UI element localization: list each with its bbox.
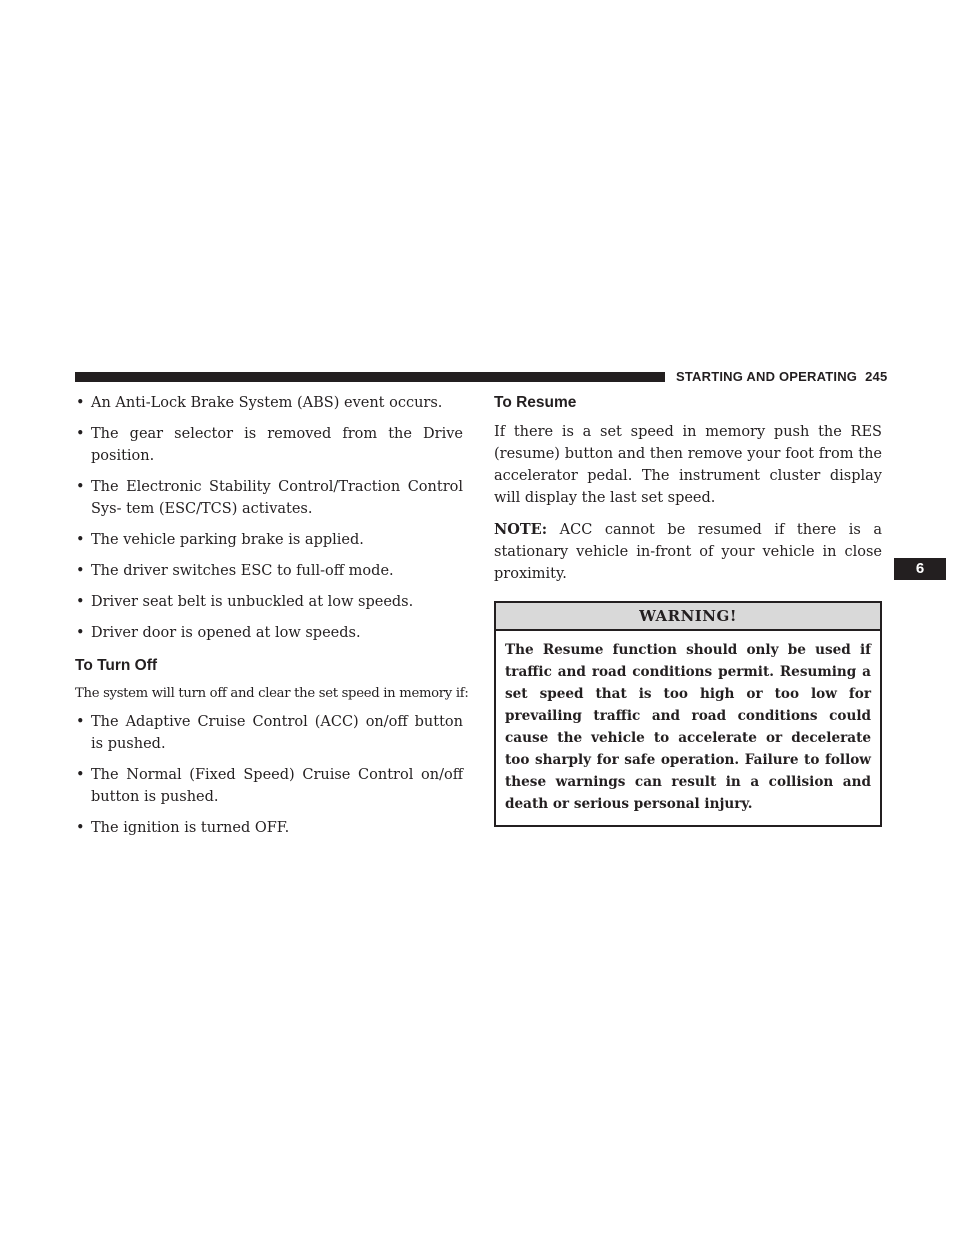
bullet-icon: •: [76, 594, 85, 610]
bullet-icon: •: [76, 532, 85, 548]
note-paragraph: [494, 519, 882, 585]
deactivation-conditions-list: [75, 392, 463, 644]
resume-paragraph: If there is a set speed in memory push the RES (resume) button and then remove your foot from the accelerator pedal. The instrument cluster display will display the last set speed.: [494, 424, 882, 506]
note-text: ACC cannot be resumed if there is a stationary vehicle in-front of your vehicle in close proximity.: [494, 522, 882, 582]
list-item: • The driver switches ESC to full-off mode.: [75, 560, 463, 582]
bullet-icon: •: [76, 395, 85, 411]
bullet-icon: •: [76, 714, 85, 730]
header-rule: [75, 372, 665, 382]
bullet-icon: •: [76, 820, 85, 836]
list-item: • The vehicle parking brake is applied.: [75, 529, 463, 551]
list-item: • Driver seat belt is unbuckled at low speeds.: [75, 591, 463, 613]
turn-off-conditions-list: [75, 711, 463, 839]
list-item: • The Electronic Stability Control/Traction Control Sys- tem (ESC/TCS) activates.: [75, 476, 463, 520]
list-item: • The Adaptive Cruise Control (ACC) on/off button is pushed.: [75, 711, 463, 755]
turn-off-intro: The system will turn off and clear the set speed in memory if:: [75, 686, 469, 701]
bullet-icon: •: [76, 563, 85, 579]
section-title: STARTING AND OPERATING: [676, 369, 858, 384]
warning-box: [494, 601, 882, 827]
list-item: • Driver door is opened at low speeds.: [75, 622, 463, 644]
warning-title: WARNING!: [496, 603, 880, 631]
list-item: • The Normal (Fixed Speed) Cruise Control on/off button is pushed.: [75, 764, 463, 808]
bullet-icon: •: [76, 426, 85, 442]
warning-text: The Resume function should only be used if traffic and road conditions permit. Resuming a set speed that is too high or too low for prevailing traffic and road conditions could cause the vehicle to accelerate or decelerate too sharply for safe operation. Failure to follow these warnings can result in a collision and death or serious personal injury.: [505, 642, 871, 812]
running-header: [676, 369, 888, 385]
resume-heading: To Resume: [494, 394, 577, 411]
list-item: • An Anti-Lock Brake System (ABS) event occurs.: [75, 392, 463, 414]
left-column: [75, 392, 469, 848]
bullet-icon: •: [76, 767, 85, 783]
list-item: • The gear selector is removed from the Drive position.: [75, 423, 463, 467]
turn-off-heading: To Turn Off: [75, 657, 158, 674]
bullet-icon: •: [76, 479, 85, 495]
bullet-icon: •: [76, 625, 85, 641]
right-column: [494, 392, 882, 827]
chapter-tab: 6: [894, 558, 946, 580]
page-number: 245: [865, 369, 888, 384]
note-label: NOTE:: [494, 521, 548, 538]
list-item: • The ignition is turned OFF.: [75, 817, 463, 839]
